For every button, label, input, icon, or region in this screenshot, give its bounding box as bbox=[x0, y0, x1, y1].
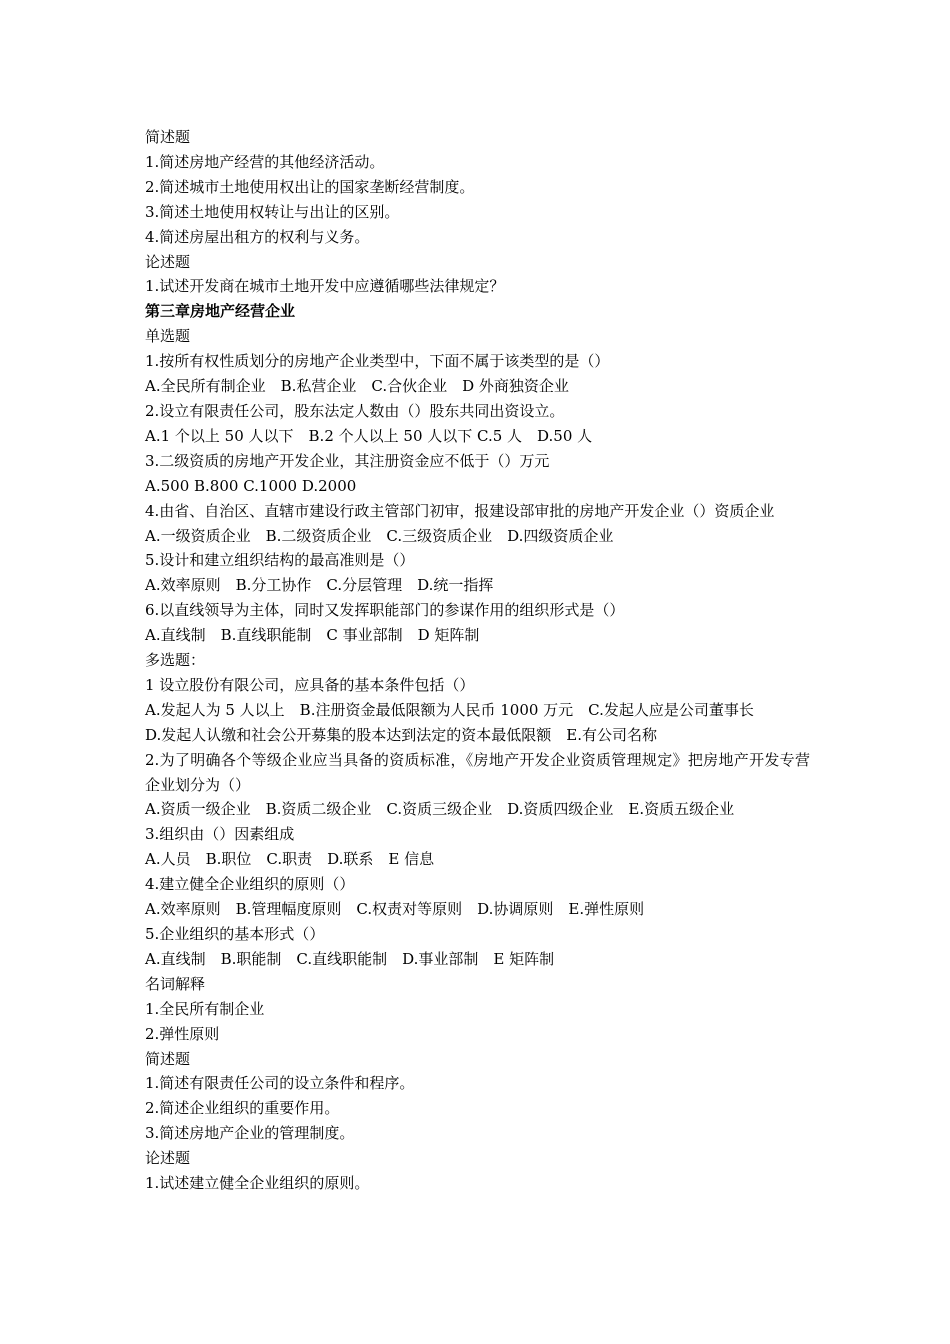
question: 2.简述城市土地使用权出让的国家垄断经营制度。 bbox=[145, 177, 475, 196]
question: 3.简述房地产企业的管理制度。 bbox=[145, 1124, 355, 1143]
section-heading: 论述题 bbox=[145, 252, 191, 271]
answer-options: A.1 个以上 50 人以下 B.2 个人以上 50 人以下 C.5 人 D.50 人 bbox=[145, 426, 593, 445]
section-heading: 名词解释 bbox=[145, 974, 206, 993]
question: 2.为了明确各个等级企业应当具备的资质标准，《房地产开发企业资质管理规定》把房地产开发专营企业划分为（） bbox=[145, 750, 810, 794]
answer-options: A.资质一级企业 B.资质二级企业 C.资质三级企业 D.资质四级企业 E.资质五级企业 bbox=[145, 800, 735, 819]
document-page bbox=[145, 125, 810, 1196]
question: 3.二级资质的房地产开发企业，其注册资金应不低于（）万元 bbox=[145, 451, 550, 470]
section-heading: 多选题： bbox=[145, 651, 206, 670]
question: 6.以直线领导为主体，同时又发挥职能部门的参谋作用的组织形式是（） bbox=[145, 601, 625, 620]
question: 3.组织由（）因素组成 bbox=[145, 825, 295, 844]
question: 5.设计和建立组织结构的最高准则是（） bbox=[145, 551, 415, 570]
question: 4.简述房屋出租方的权利与义务。 bbox=[145, 227, 370, 246]
answer-options: A.发起人为 5 人以上 B.注册资金最低限额为人民币 1000 万元 C.发起人应是公司董事长 bbox=[145, 700, 754, 719]
answer-options: A.人员 B.职位 C.职责 D.联系 E 信息 bbox=[145, 850, 435, 869]
question: 1.按所有权性质划分的房地产企业类型中，下面不属于该类型的是（） bbox=[145, 352, 610, 371]
question: 1.简述房地产经营的其他经济活动。 bbox=[145, 152, 385, 171]
section-heading: 论述题 bbox=[145, 1149, 191, 1168]
answer-options: A.直线制 B.职能制 C.直线职能制 D.事业部制 E 矩阵制 bbox=[145, 949, 555, 968]
question: 1.简述有限责任公司的设立条件和程序。 bbox=[145, 1074, 415, 1093]
question: 5.企业组织的基本形式（） bbox=[145, 925, 325, 943]
section-heading: 简述题 bbox=[145, 1049, 191, 1068]
question: 2.简述企业组织的重要作用。 bbox=[145, 1099, 340, 1118]
section-heading: 单选题 bbox=[145, 327, 191, 346]
question: 4.建立健全企业组织的原则（） bbox=[145, 875, 355, 894]
question: 1 设立股份有限公司，应具备的基本条件包括（） bbox=[145, 675, 475, 694]
answer-options: A.直线制 B.直线职能制 C 事业部制 D 矩阵制 bbox=[145, 626, 480, 645]
chapter-title: 第三章房地产经营企业 bbox=[145, 302, 296, 321]
answer-options: A.全民所有制企业 B.私营企业 C.合伙企业 D 外商独资企业 bbox=[145, 377, 569, 396]
answer-options: A.500 B.800 C.1000 D.2000 bbox=[145, 476, 357, 495]
question: 2.弹性原则 bbox=[145, 1024, 220, 1043]
answer-options: A.一级资质企业 B.二级资质企业 C.三级资质企业 D.四级资质企业 bbox=[145, 526, 614, 545]
question: 1.试述建立健全企业组织的原则。 bbox=[145, 1174, 370, 1193]
question: 1.试述开发商在城市土地开发中应遵循哪些法律规定？ bbox=[145, 277, 505, 296]
answer-options: A.效率原则 B.分工协作 C.分层管理 D.统一指挥 bbox=[145, 576, 494, 595]
answer-options: D.发起人认缴和社会公开募集的股本达到法定的资本最低限额 E.有公司名称 bbox=[145, 725, 657, 744]
question: 1.全民所有制企业 bbox=[145, 999, 265, 1018]
section-heading: 简述题 bbox=[145, 128, 191, 146]
answer-options: A.效率原则 B.管理幅度原则 C.权责对等原则 D.协调原则 E.弹性原则 bbox=[145, 900, 645, 919]
question: 2.设立有限责任公司，股东法定人数由（）股东共同出资设立。 bbox=[145, 401, 565, 420]
question: 4.由省、自治区、直辖市建设行政主管部门初审，报建设部审批的房地产开发企业（）资质企业 bbox=[145, 501, 775, 520]
question: 3.简述土地使用权转让与出让的区别。 bbox=[145, 202, 400, 221]
